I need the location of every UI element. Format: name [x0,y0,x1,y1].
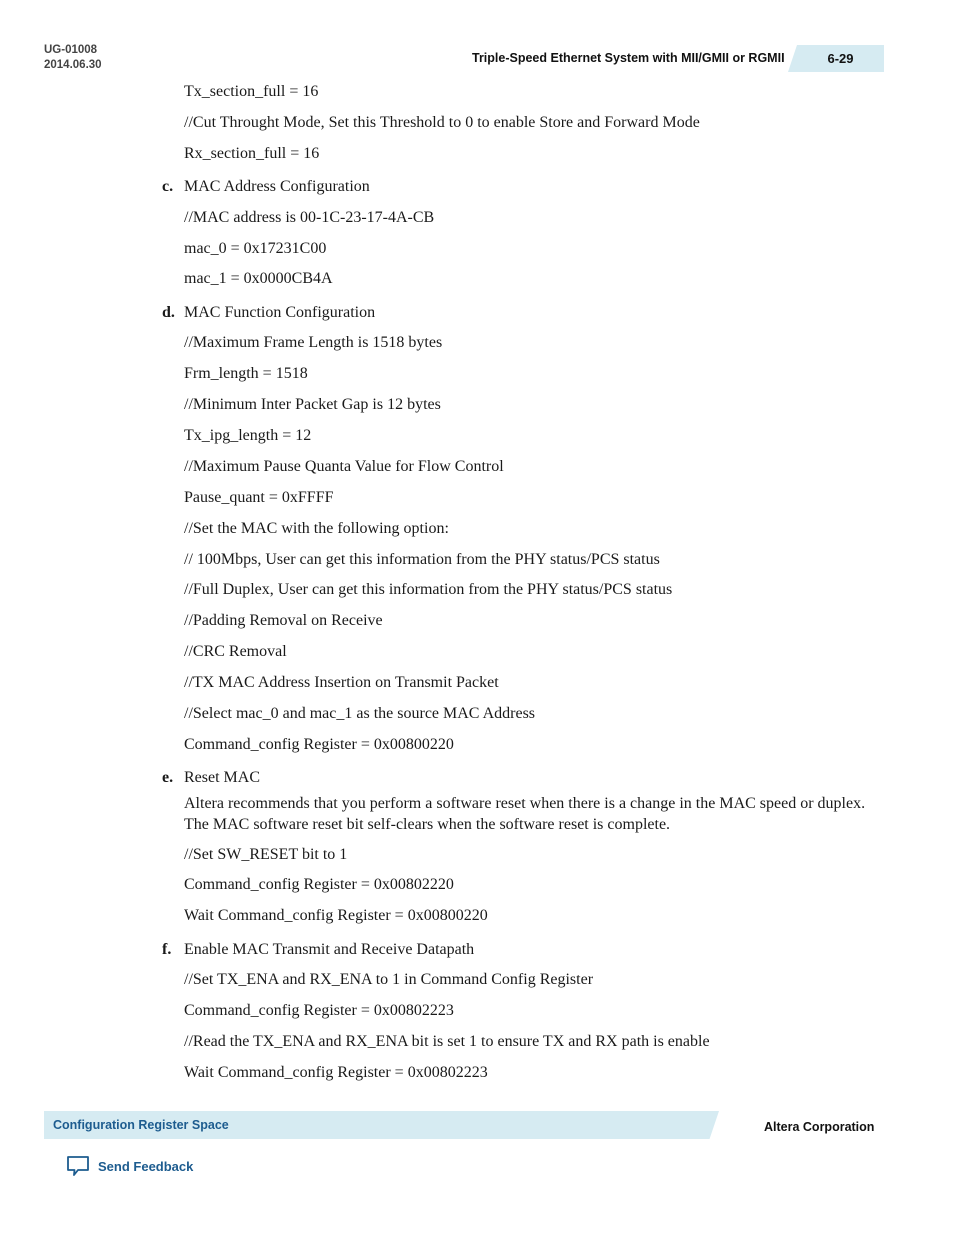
step-heading: MAC Address Configuration [184,178,370,195]
list-marker-c: c. [162,178,174,195]
send-feedback-link[interactable] [66,1154,193,1178]
list-marker-e: e. [162,769,174,786]
code-line: Tx_ipg_length = 12 [184,427,312,444]
code-comment: //Cut Throught Mode, Set this Threshold to 0 to enable Store and Forward Mode [184,114,700,131]
code-line: Command_config Register = 0x00800220 [184,736,454,753]
code-comment: //Read the TX_ENA and RX_ENA bit is set 1 to ensure TX and RX path is enable [184,1033,710,1050]
code-comment: //MAC address is 00-1C-23-17-4A-CB [184,209,435,226]
footer-company: Altera Corporation [764,1120,875,1134]
code-line: Command_config Register = 0x00802223 [184,1002,454,1019]
code-comment: //TX MAC Address Insertion on Transmit Packet [184,674,499,691]
code-line: Rx_section_full = 16 [184,145,320,162]
code-line: Frm_length = 1518 [184,365,308,382]
code-line: Wait Command_config Register = 0x00802223 [184,1064,488,1081]
page-number: 6-29 [827,51,854,66]
code-line: mac_1 = 0x0000CB4A [184,270,333,287]
step-heading: Enable MAC Transmit and Receive Datapath [184,941,475,958]
send-feedback-label: Send Feedback [98,1158,194,1174]
code-line: Command_config Register = 0x00802220 [184,876,454,893]
list-marker-d: d. [162,304,175,321]
step-heading: MAC Function Configuration [184,304,376,321]
code-comment: //Maximum Frame Length is 1518 bytes [184,334,443,351]
code-comment: //Set SW_RESET bit to 1 [184,846,348,863]
code-line: Pause_quant = 0xFFFF [184,489,334,506]
speech-bubble-icon [66,1154,90,1178]
code-line: mac_0 = 0x17231C00 [184,240,327,257]
list-marker-f: f. [162,941,172,958]
document-date: 2014.06.30 [44,59,102,71]
document-id [44,43,102,73]
page-number-tab [797,45,884,72]
code-comment: //Full Duplex, User can get this information from the PHY status/PCS status [184,581,673,598]
code-line: Tx_section_full = 16 [184,83,319,100]
code-comment: //Minimum Inter Packet Gap is 12 bytes [184,396,441,413]
document-number: UG-01008 [44,44,98,56]
code-comment: // 100Mbps, User can get this information from the PHY status/PCS status [184,551,660,568]
code-line: Wait Command_config Register = 0x00800220 [184,907,488,924]
code-comment: //Select mac_0 and mac_1 as the source MAC Address [184,705,536,722]
code-comment: //Set the MAC with the following option: [184,520,449,537]
step-heading: Reset MAC [184,769,260,786]
code-comment: //Padding Removal on Receive [184,612,383,629]
code-comment: //Set TX_ENA and RX_ENA to 1 in Command Config Register [184,971,594,988]
step-description: Altera recommends that you perform a software reset when there is a change in the MAC speed or duplex. The MAC software reset bit self-clears when the software reset is complete. [184,795,866,833]
code-comment: //CRC Removal [184,643,287,660]
footer-section-link[interactable]: Configuration Register Space [53,1118,229,1132]
code-comment: //Maximum Pause Quanta Value for Flow Control [184,458,504,475]
header-title: Triple-Speed Ethernet System with MII/GMII or RGMII [472,51,785,65]
